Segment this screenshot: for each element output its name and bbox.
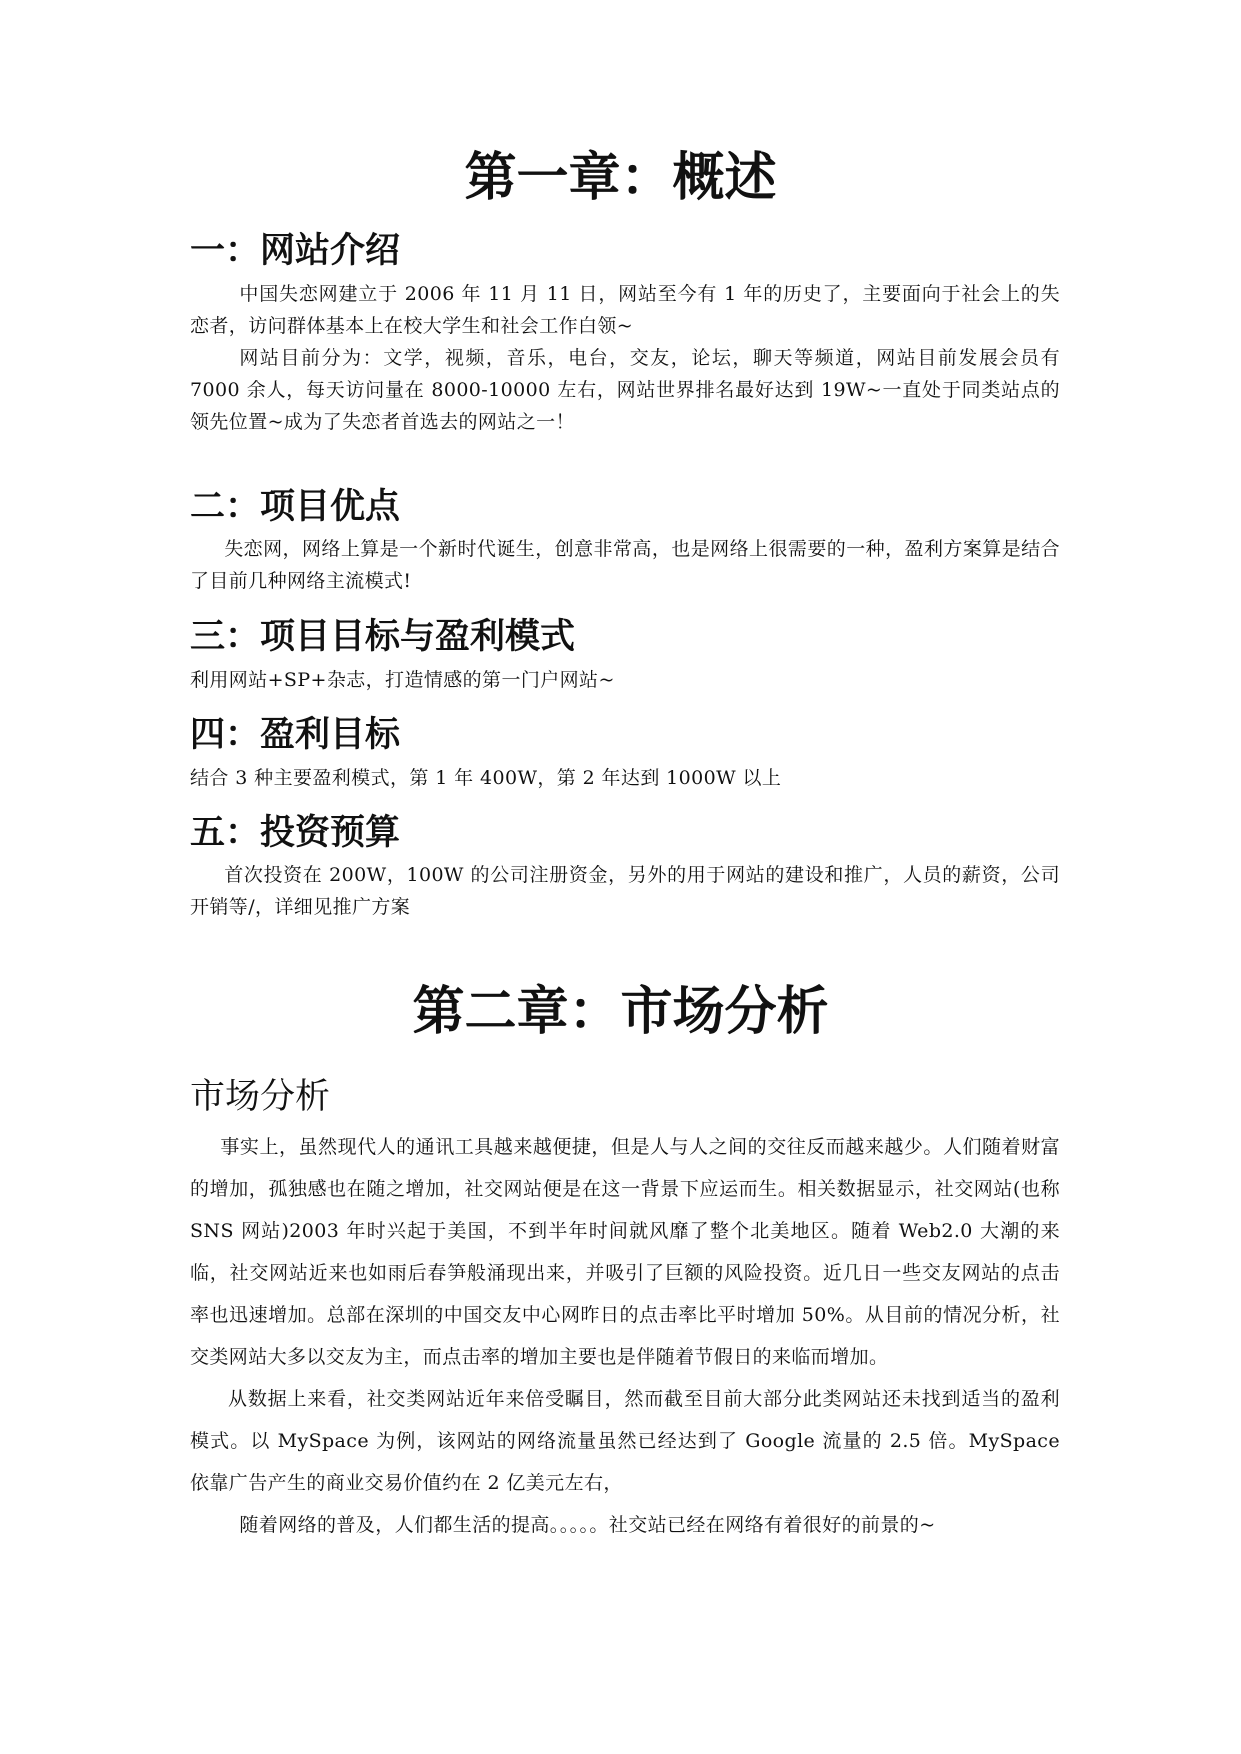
chapter-2-title: 第二章：市场分析 xyxy=(412,982,829,1042)
section-market-analysis xyxy=(190,1074,1060,1546)
section-heading: 四：盈利目标 xyxy=(190,715,401,755)
paragraph: 首次投资在 200W，100W 的公司注册资金，另外的用于网站的建设和推广，人员的薪资，公司开销等/，详细见推广方案 xyxy=(190,864,1060,918)
paragraph: 随着网络的普及，人们都生活的提高。。。。。社交站已经在网络有着很好的前景的~ xyxy=(239,1514,936,1536)
section-profit-target xyxy=(190,712,1060,794)
paragraph: 中国失恋网建立于 2006 年 11 月 11 日，网站至今有 1 年的历史了，主要面向于社会上的失恋者，访问群体基本上在校大学生和社会工作白领~ xyxy=(190,283,1060,337)
paragraph: 网站目前分为：文学，视频，音乐，电台，交友，论坛，聊天等频道，网站目前发展会员有 7000 余人，每天访问量在 8000-10000 左右，网站世界排名最好达到 19W~一直处于同类站点的领先位置~成为了失恋者首选去的网站之一！ xyxy=(190,347,1060,433)
paragraph: 结合 3 种主要盈利模式，第 1 年 400W，第 2 年达到 1000W 以上 xyxy=(190,767,782,789)
section-heading: 市场分析 xyxy=(190,1077,331,1117)
paragraph: 事实上，虽然现代人的通讯工具越来越便捷，但是人与人之间的交往反而越来越少。人们随着财富的增加，孤独感也在随之增加，社交网站便是在这一背景下应运而生。相关数据显示，社交网站(也称 SNS 网站)2003 年时兴起于美国，不到半年时间就风靡了整个北美地区。随着 Web2.0 大潮的来临，社交网站近来也如雨后春笋般涌现出来，并吸引了巨额的风险投资。近几日一些交友网站的点击率也迅速增加。总部在深圳的中国交友中心网昨日的点击率比平时增加 50%。从目前的情况分析，社交类网站大多以交友为主，而点击率的增加主要也是伴随着节假日的来临而增加。 xyxy=(190,1136,1060,1368)
section-site-intro xyxy=(190,228,1060,438)
section-project-advantages xyxy=(190,484,1060,597)
section-heading: 二：项目优点 xyxy=(190,487,401,527)
section-heading: 一：网站介绍 xyxy=(190,231,401,271)
section-heading: 三：项目目标与盈利模式 xyxy=(190,617,576,657)
section-goals-profit-model xyxy=(190,614,1060,696)
paragraph: 利用网站+SP+杂志，打造情感的第一门户网站~ xyxy=(190,669,615,691)
section-investment-budget xyxy=(190,810,1060,923)
section-heading: 五：投资预算 xyxy=(190,813,401,853)
chapter-1-title: 第一章：概述 xyxy=(464,148,777,208)
paragraph: 从数据上来看，社交类网站近年来倍受瞩目，然而截至目前大部分此类网站还未找到适当的盈利模式。以 MySpace 为例，该网站的网络流量虽然已经达到了 Google 流量的 2.5 倍。MySpace 依靠广告产生的商业交易价值约在 2 亿美元左右， xyxy=(190,1388,1060,1494)
paragraph: 失恋网，网络上算是一个新时代诞生，创意非常高，也是网络上很需要的一种，盈利方案算是结合了目前几种网络主流模式! xyxy=(190,538,1060,592)
